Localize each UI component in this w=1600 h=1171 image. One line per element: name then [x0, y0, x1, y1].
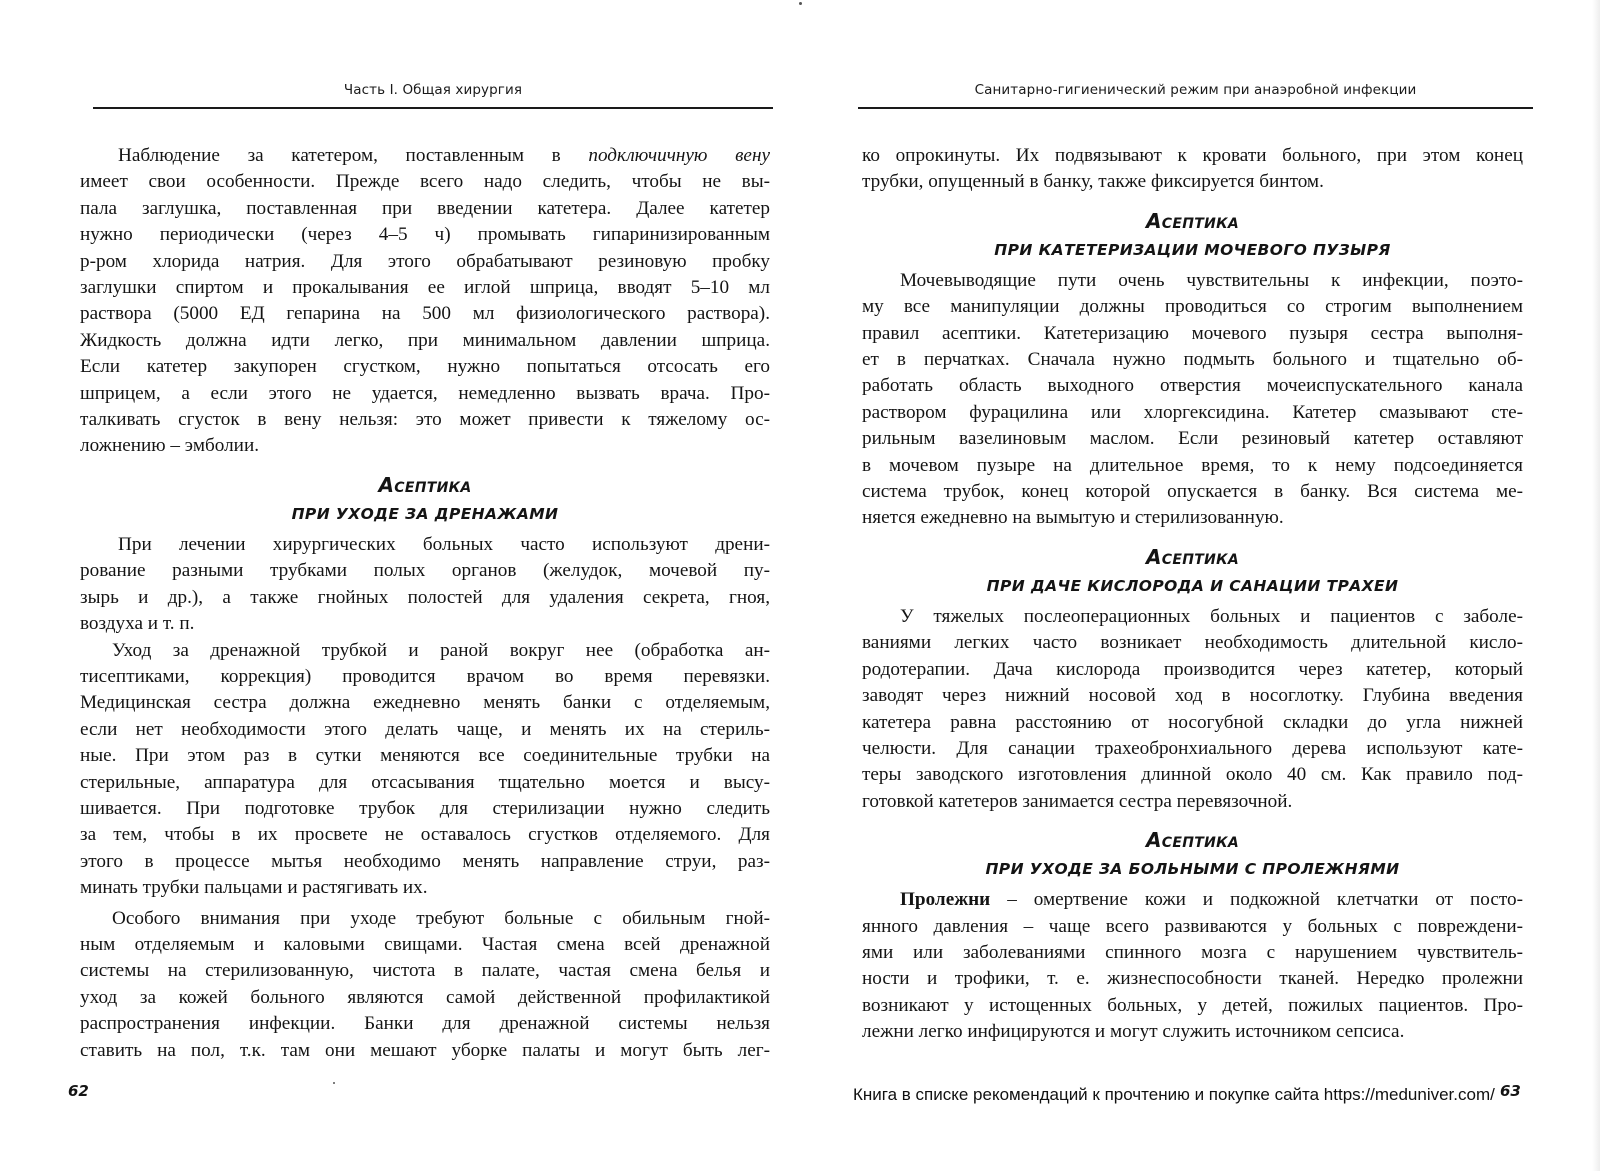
paragraph: [862, 887, 1523, 1045]
text-line: ет в перчатках. Сначала нужно подмыть больного и тщательно об-: [862, 349, 1523, 371]
text-line: ные. При этом раз в сутки меняются все соединительные трубки на: [80, 745, 770, 767]
text-line: р-ром хлорида натрия. Для этого обрабатывают резиновую пробку: [80, 250, 770, 272]
right-page: [858, 0, 1533, 1171]
text-line: трубки, опущенный в банку, также фиксируется бинтом.: [862, 171, 1324, 193]
text-line: Медицинская сестра должна ежедневно менять банки с отделяемым,: [80, 692, 770, 714]
paragraph: [80, 906, 770, 1064]
text-line: тисептиками, коррекция) проводится врачом во время перевязки.: [80, 665, 770, 687]
text-line: При лечении хирургических больных часто используют дрени-: [118, 533, 770, 555]
text-line: этого в процессе мытья необходимо менять направление струи, раз-: [80, 850, 770, 872]
text-line: ваниями легких часто возникает необходимость длительной кисло-: [862, 632, 1523, 654]
text-line: Уход за дренажной трубкой и раной вокруг нее (обработка ан-: [112, 639, 770, 661]
text-line: ставить на пол, т.к. там они мешают уборке палаты и могут быть лег-: [80, 1039, 770, 1061]
text-line: система трубок, конец которой опускается в банку. Вся система ме-: [862, 481, 1523, 503]
text-line: заводят через нижний носовой ход в носоглотку. Глубина введения: [862, 685, 1523, 707]
text-line: в мочевом пузыре на длительное время, то к нему подсоединяется: [862, 454, 1523, 476]
text-line: работать область выходного отверстия мочеиспускательного канала: [862, 375, 1523, 397]
left-page-body: [80, 143, 770, 1064]
section-subtitle: ПРИ ДАЧЕ КИСЛОРОДА И САНАЦИИ ТРАХЕИ: [986, 576, 1399, 595]
text-line: ко опрокинуты. Их подвязывают к кровати больного, при этом конец: [862, 145, 1523, 166]
text-line: Наблюдение за катетером, поставленным в подключичную вену: [118, 145, 770, 166]
text-line: возникают у истощенных больных, у детей, пожилых пациентов. Про-: [862, 994, 1523, 1016]
text-line: нужно периодически (через 4–5 ч) промывать гипаринизированным: [80, 224, 770, 246]
text-line: системы на стерилизованную, чистота в палате, частая смена белья и: [80, 960, 770, 982]
text-line: ложнению – эмболии.: [80, 435, 260, 457]
paragraph: [80, 532, 770, 638]
text-line: раствором фурацилина или хлоргексидина. Катетер смазывают сте-: [862, 401, 1523, 423]
text-line: минать трубки пальцами и растягивать их.: [80, 877, 428, 899]
text-line: челюсти. Для санации трахеобронхиального дерева используют кате-: [862, 737, 1523, 759]
paragraph: [862, 604, 1523, 815]
section-subtitle: ПРИ УХОДЕ ЗА ДРЕНАЖАМИ: [291, 504, 559, 523]
text-line: ным отделяемым и каловыми свищами. Частая смена всей дренажной: [80, 933, 770, 955]
section-title: Асептика: [1146, 544, 1239, 569]
italic-term: подключичную вену: [588, 145, 770, 166]
running-head: Часть I. Общая хирургия: [343, 82, 523, 98]
text-line: Жидкость должна идти легко, при минимальном давлении шприца.: [80, 329, 770, 351]
page-edge-shadow: [1592, 0, 1600, 1171]
text-line: ями или заболеваниями спинного мозга с нарушением чувствитель-: [862, 941, 1523, 963]
text-line: Особого внимания при уходе требуют больные с обильным гной-: [112, 907, 770, 929]
text-line: заглушки спиртом и прокалывания ее иглой шприца, вводят 5–10 мл: [80, 277, 770, 299]
text-line: пала заглушка, поставленная при введении катетера. Далее катетер: [80, 197, 770, 219]
text-line: распространения инфекции. Банки для дренажной системы нельзя: [80, 1013, 770, 1035]
header-rule: [858, 107, 1533, 109]
paragraph: [80, 143, 770, 460]
paragraph: [80, 638, 770, 902]
text-line: воздуха и т. п.: [80, 613, 195, 635]
paragraph: [862, 268, 1523, 532]
text-line: Если катетер закупорен сгустком, нужно попытаться отсосать его: [80, 356, 770, 378]
text-line: му все манипуляции должны проводиться со строгим выполнением: [862, 296, 1523, 318]
text-line: зырь и др.), а также гнойных полостей для удаления секрета, гноя,: [80, 586, 770, 608]
text-line: У тяжелых послеоперационных больных и пациентов с заболе-: [900, 605, 1523, 627]
text-line: рование разными трубками полых органов (желудок, мочевой пу-: [80, 560, 770, 582]
text-line: шприцем, а если этого не удается, немедленно вызвать врача. Про-: [80, 382, 770, 404]
text-line: талкивать сгусток в вену нельзя: это может привести к тяжелому ос-: [80, 409, 770, 431]
text-line: шивается. При подготовке трубок для стерилизации нужно следить: [80, 797, 770, 819]
paragraph: [862, 143, 1523, 196]
scan-speck: [799, 2, 802, 5]
running-head: Санитарно-гигиенический режим при анаэробной инфекции: [974, 82, 1417, 98]
text-line: готовкой катетеров занимается сестра перевязочной.: [862, 790, 1293, 812]
page-number: 62: [68, 1082, 89, 1100]
text-line: няется ежедневно на вымытую и стерилизованную.: [862, 507, 1284, 529]
text-line: Мочевыводящие пути очень чувствительны к инфекции, поэто-: [900, 269, 1523, 291]
text-line: янного давления – чаще всего развиваются у больных с повреждени-: [862, 915, 1523, 937]
section-subtitle: ПРИ УХОДЕ ЗА БОЛЬНЫМИ С ПРОЛЕЖНЯМИ: [985, 860, 1400, 879]
text-line: катетера равна расстоянию от носогубной складки до угла нижней: [862, 711, 1523, 733]
left-page: [68, 0, 768, 1171]
right-page-body: [862, 143, 1523, 1046]
page-number: 63: [1500, 1082, 1521, 1100]
text-line: стерильные, аппаратура для отсасывания тщательно моется и высу-: [80, 771, 770, 793]
watermark-link-text: Книга в списке рекомендаций к прочтению и покупке сайта https://meduniver.com/: [853, 1085, 1495, 1104]
bold-term: Пролежни: [900, 889, 991, 911]
text-line: уход за кожей больного являются самой действенной профилактикой: [80, 986, 770, 1008]
text-line: ности и трофики, т. е. жизнеспособности тканей. Нередко пролежни: [862, 968, 1523, 990]
text-line: рильным вазелиновым маслом. Если резиновый катетер оставляют: [862, 428, 1523, 450]
header-rule: [93, 107, 773, 109]
text-line: правил асептики. Катетеризацию мочевого пузыря сестра выполня-: [862, 322, 1523, 344]
text-line: если нет необходимости этого делать чаще, и менять их на стериль-: [80, 718, 770, 740]
section-title: Асептика: [378, 472, 472, 497]
text-line: теры заводского изготовления длинной около 40 см. Как правило под-: [862, 764, 1523, 786]
text-line: за тем, чтобы в их просвете не оставалось сгустков отделяемого. Для: [80, 824, 770, 846]
section-title: Асептика: [1146, 828, 1239, 853]
text-line: раствора (5000 ЕД гепарина на 500 мл физиологического раствора).: [80, 303, 770, 325]
section-title: Асептика: [1146, 208, 1239, 233]
text-line: Пролежни – омертвение кожи и подкожной клетчатки от посто-: [900, 889, 1523, 911]
text-line: имеет свои особенности. Прежде всего надо следить, чтобы не вы-: [80, 171, 770, 193]
text-line: лежни легко инфицируются и могут служить источником сепсиса.: [862, 1021, 1405, 1043]
text-line: родотерапии. Дача кислорода производится через катетер, который: [862, 658, 1523, 680]
section-subtitle: ПРИ КАТЕТЕРИЗАЦИИ МОЧЕВОГО ПУЗЫРЯ: [994, 240, 1391, 259]
